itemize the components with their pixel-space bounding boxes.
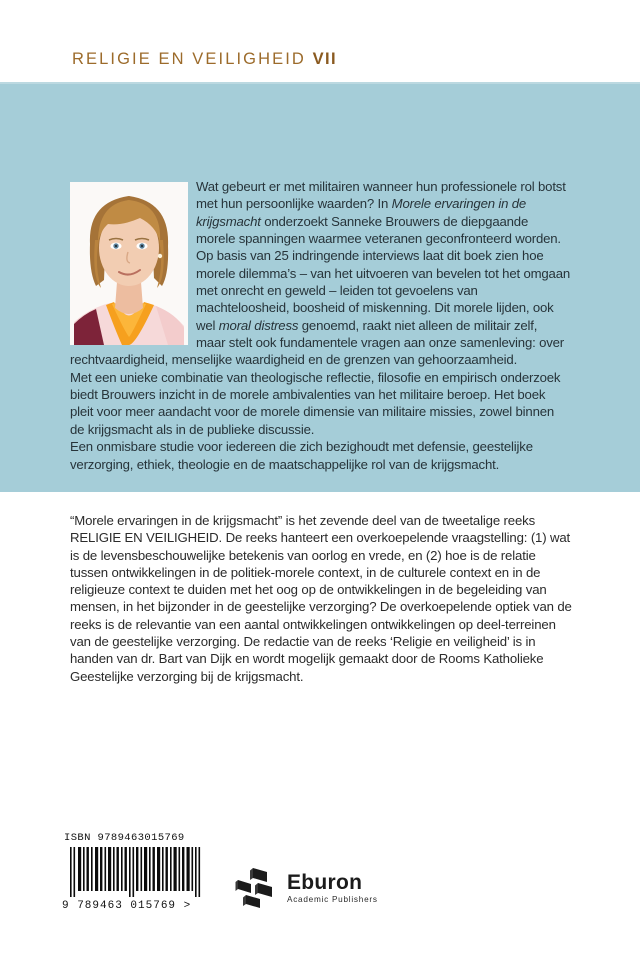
portrait-text-gap	[70, 178, 196, 346]
series-description	[70, 512, 572, 685]
blurb-p1-text-a: Wat gebeurt er met militairen wanneer hun professionele rol botst met hun persoonlijke waarden? In	[196, 179, 566, 212]
barcode-digits: 9 789463 015769 >	[62, 900, 192, 912]
books-logo-icon	[234, 866, 278, 910]
publisher-wordmark	[287, 872, 378, 904]
panel-top-rule	[0, 82, 640, 84]
publisher-logo	[234, 866, 378, 910]
series-header	[72, 50, 337, 69]
series-description-text: “Morele ervaringen in de krijgsmacht” is het zevende deel van de tweetalige reeks RELIGIE EN VEILIGHEID. De reeks hanteert een overkoepelende vraagstelling: (1) wat is de levensbeschouwelijke betekenis van oorlog en vrede, en (2) hoe is de relatie tussen ontwikkelingen in de politiek-morele context, in de culturele context en in de religieuze context te duiden met het oog op de ontwikkelingen in de begeleiding van mensen, in het bijzonder in de geestelijke verzorging? De overkoepelende optiek van de reeks is de relevantie van een aantal ontwikkelingen ontwikkelingen op deel-terreinen van de geestelijke verzorging. De redactie van de reeks ‘Religie en veiligheid’ is in handen van dr. Bart van Dijk en wordt mogelijk gemaakt door de Rooms Katholieke Geestelijke verzorging bij de krijgsmacht.	[70, 513, 572, 684]
isbn-label: ISBN 9789463015769	[64, 832, 185, 844]
blurb-p2-term: moral distress	[218, 317, 299, 333]
blurb-p1-book-title: Morele ervaringen in de krijgsmacht	[196, 196, 527, 229]
blurb-p2-text-b: genoemd, raakt niet alleen de militair zelf, maar stelt ook fundamentele vragen aan onze samenleving: over rechtvaardigheid, menselijke waardigheid en de grenzen van gehoorzaamheid.	[70, 317, 565, 368]
publisher-tagline: Academic Publishers	[287, 894, 378, 904]
blue-content-panel	[0, 82, 640, 492]
blurb-paragraph-3: Met een unieke combinatie van theologische reflectie, filosofie en empirisch onderzoek biedt Brouwers inzicht in de morele ambivalenties van het militaire beroep. Het boek pleit voor meer aandacht voor de morele dimensie van militaire missies, zowel binnen de krijgsmacht als in de publieke discussie.	[70, 369, 561, 437]
blurb-p2-text-a: Op basis van 25 indringende interviews laat dit boek zien hoe morele dilemma’s – van het uitvoeren van bevelen tot het omgaan met onrecht en geweld – leiden tot gevoelens van machteloosheid, boosheid of miskenning. Dit morele lijden, ook wel	[196, 248, 571, 333]
barcode-image	[62, 847, 214, 899]
series-volume: VII	[312, 50, 337, 68]
series-title: RELIGIE EN VEILIGHEID	[72, 50, 306, 68]
blurb-p1-text-b: onderzoekt Sanneke Brouwers de diepgaande morele spanningen waarmee veteranen geconfronteerd worden.	[196, 213, 561, 247]
blurb-paragraph-4: Een onmisbare studie voor iedereen die zich bezighoudt met defensie, geestelijke verzorging, ethiek, theologie en de maatschappelijke rol van de krijgsmacht.	[70, 439, 533, 472]
book-blurb	[70, 178, 570, 473]
isbn-barcode-block	[62, 832, 222, 912]
publisher-name: Eburon	[287, 870, 363, 894]
